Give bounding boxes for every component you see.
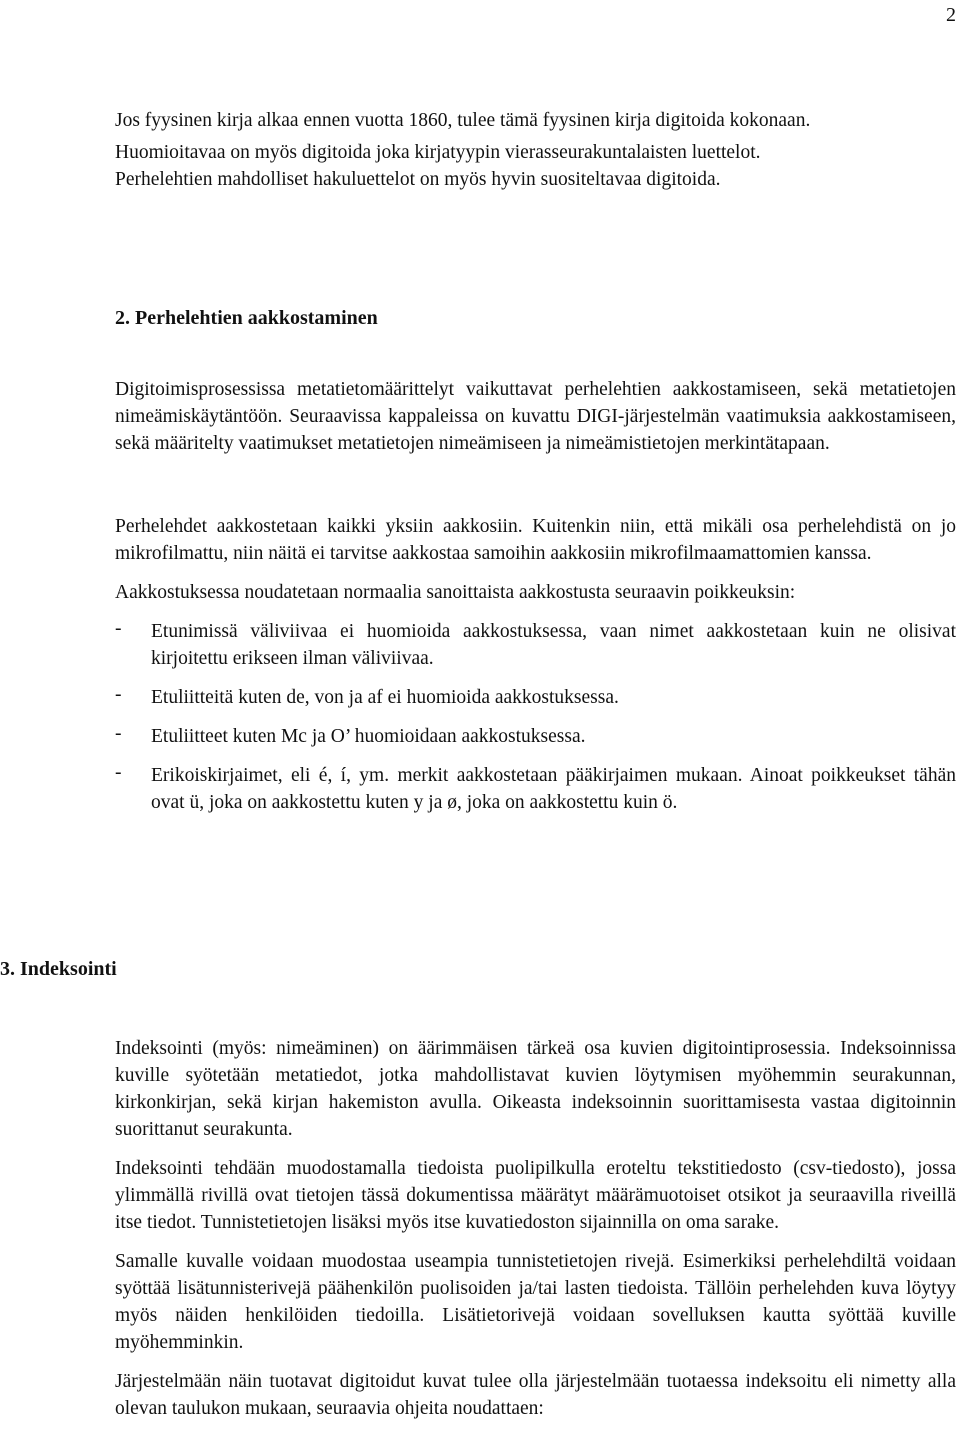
intro-paragraph-3: Perhelehtien mahdolliset hakuluettelot on myös hyvin suositeltavaa digitoida. (115, 169, 721, 190)
intro-paragraph-2: Huomioitavaa on myös digitoida joka kirjatyypin vierasseurakuntalaisten luettelot. (115, 142, 761, 163)
list-item (115, 684, 956, 711)
section-3-heading: 3. Indeksointi (0, 958, 117, 980)
section-3-paragraph-1: Indeksointi (myös: nimeäminen) on äärimmäisen tärkeä osa kuvien digitointiprosessia. Indeksoinnissa kuville syötetään metatiedot, jotka mahdollistavat kuvien löytymisen myöhemmin seurakunnan, kirkonkirjan, sekä kirjan hakemiston avulla. Oikeasta indeksoinnin suorittamisesta vastaa digitoinnin suorittanut seurakunta. (115, 1038, 956, 1140)
list-item-text: Etunimissä väliviivaa ei huomioida aakkostuksessa, vaan nimet aakkostetaan kuin ne olisivat kirjoitettu erikseen ilman väliviivaa. (151, 621, 956, 669)
list-item-text: Erikoiskirjaimet, eli é, í, ym. merkit aakkostetaan pääkirjaimen mukaan. Ainoat poikkeukset tähän ovat ü, joka on aakkostettu kuten y ja ø, joka on aakkostettu kuin ö. (151, 765, 956, 813)
list-item (115, 723, 956, 750)
page-number: 2 (946, 4, 956, 26)
list-dash: - (115, 762, 122, 783)
list-item (115, 762, 956, 816)
list-item-text: Etuliitteet kuten Mc ja O’ huomioidaan aakkostuksessa. (151, 726, 586, 747)
list-item-text: Etuliitteitä kuten de, von ja af ei huomioida aakkostuksessa. (151, 687, 619, 708)
section-2-heading: 2. Perhelehtien aakkostaminen (115, 307, 378, 329)
list-dash: - (115, 618, 122, 639)
section-2-body (115, 376, 956, 816)
intro-block (115, 107, 956, 193)
section-3-paragraph-3: Samalle kuvalle voidaan muodostaa useampia tunnistetietojen rivejä. Esimerkiksi perhelehdiltä voidaan syöttää lisätunnisterivejä päähenkilön puolisoiden ja/tai lasten tiedoista. Tällöin perhelehden kuva löytyy myös näiden henkilöiden tiedoilla. Lisätietorivejä voidaan sovelluksen kautta syöttää kuville myöhemminkin. (115, 1251, 956, 1353)
section-2-paragraph-3: Aakkostuksessa noudatetaan normaalia sanoittaista aakkostusta seuraavin poikkeuksin: (115, 582, 796, 603)
section-3-paragraph-2: Indeksointi tehdään muodostamalla tiedoista puolipilkulla eroteltu tekstitiedosto (csv-tiedosto), jossa ylimmällä rivillä ovat tietojen tässä dokumentissa määrätyt määrämuotoiset otsikot ja seuraavilla riveillä itse tiedot. Tunnistetietojen lisäksi myös itse kuvatiedoston sijainnilla on oma sarake. (115, 1158, 956, 1233)
intro-paragraph-1: Jos fyysinen kirja alkaa ennen vuotta 1860, tulee tämä fyysinen kirja digitoida kokonaan. (115, 110, 811, 131)
section-3-paragraph-4: Järjestelmään näin tuotavat digitoidut kuvat tulee olla järjestelmään tuotaessa indeksoitu eli nimetty alla olevan taulukon mukaan, seuraavia ohjeita noudattaen: (115, 1371, 956, 1419)
list-item (115, 618, 956, 672)
section-2-paragraph-1: Digitoimisprosessissa metatietomäärittelyt vaikuttavat perhelehtien aakkostamiseen, sekä metatietojen nimeämiskäytäntöön. Seuraavissa kappaleissa on kuvattu DIGI-järjestelmän vaatimuksia aakkostamiseen, sekä määritelty vaatimukset metatietojen nimeämiseen ja nimeämistietojen merkintätapaan. (115, 379, 956, 454)
list-dash: - (115, 723, 122, 744)
list-dash: - (115, 684, 122, 705)
section-2-paragraph-2: Perhelehdet aakkostetaan kaikki yksiin aakkosiin. Kuitenkin niin, että mikäli osa perhelehdistä on jo mikrofilmattu, niin näitä ei tarvitse aakkostaa samoihin aakkosiin mikrofilmaamattomien kanssa. (115, 516, 956, 564)
section-3-body (115, 1035, 956, 1422)
